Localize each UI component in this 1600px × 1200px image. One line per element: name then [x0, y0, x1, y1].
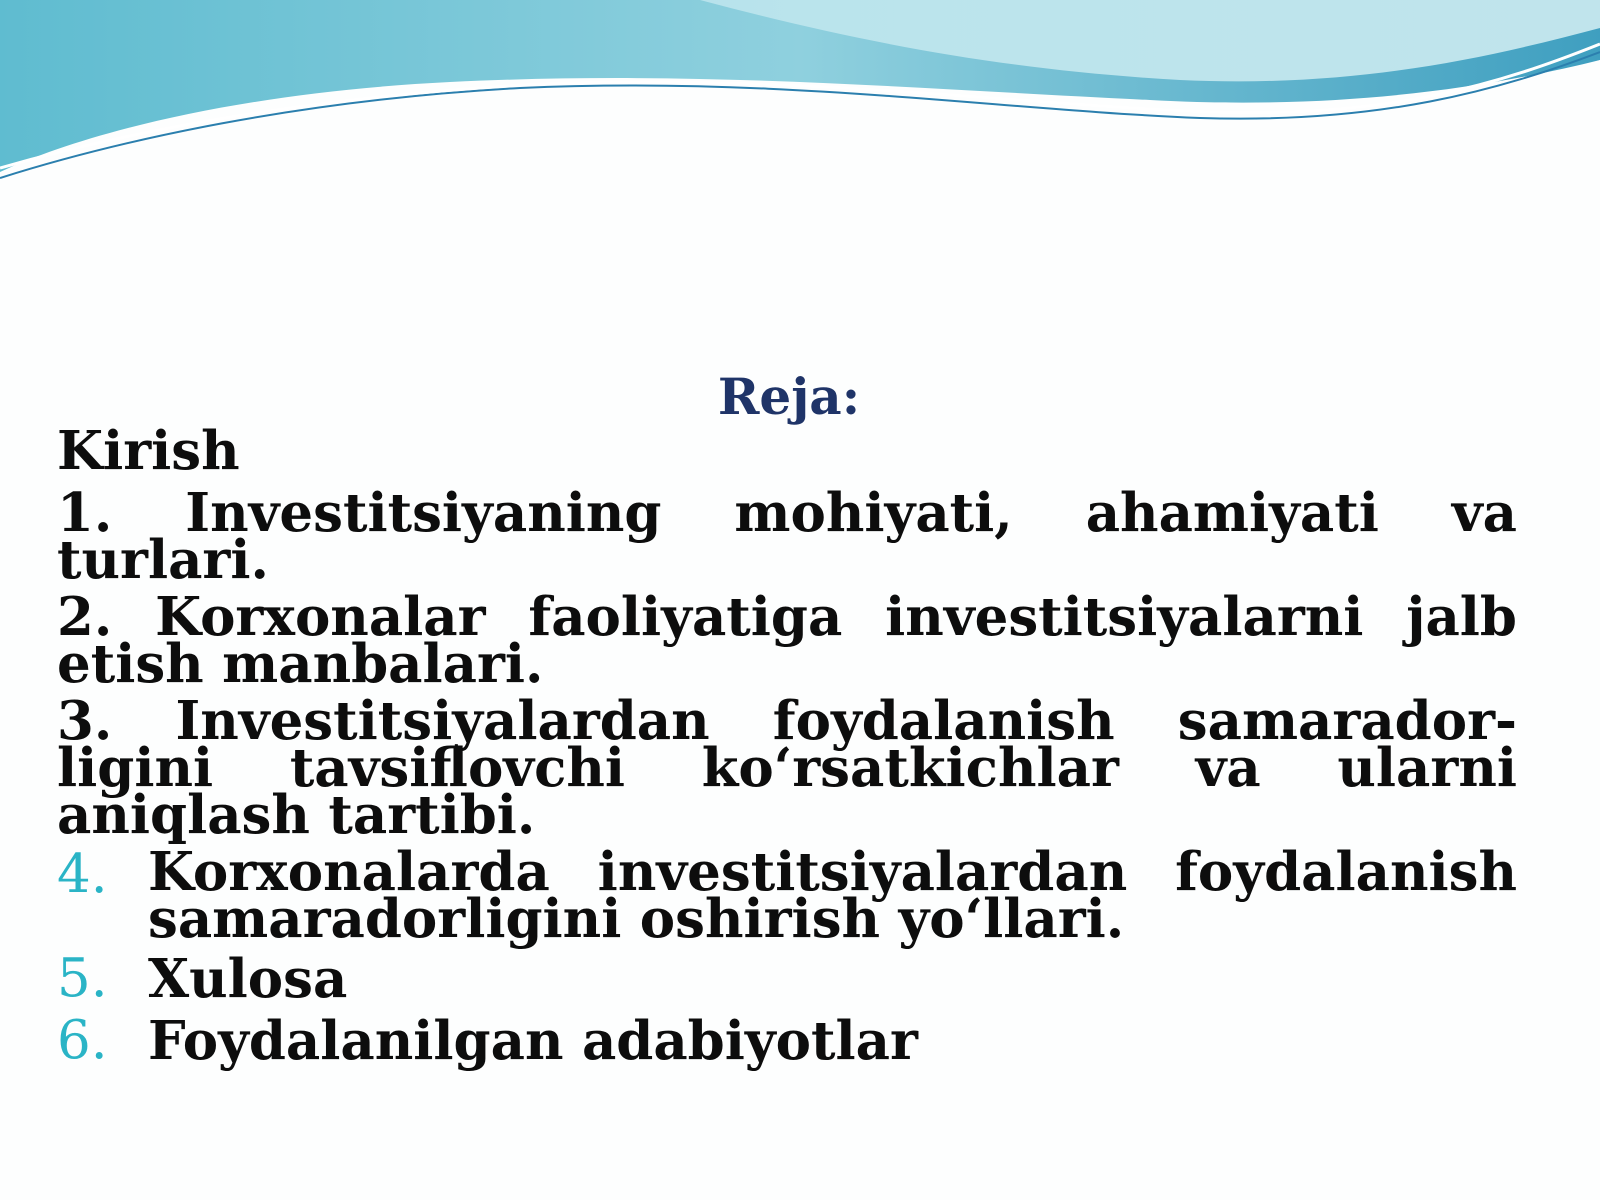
plan-content — [57, 420, 1517, 1072]
plan-intro: Kirish — [57, 420, 240, 482]
list-item-text: Foydalanilgan adabiyotlar — [148, 1010, 918, 1072]
header-wave-decoration — [0, 0, 1600, 200]
numbered-item — [57, 948, 1517, 1010]
numbered-item — [57, 841, 1517, 950]
list-number: 5. — [57, 948, 108, 1009]
list-number: 6. — [57, 1010, 108, 1071]
numbered-item — [57, 1010, 1517, 1072]
list-item-text: Korxonalarda investitsiyalardan foydalanish samaradorligini oshirish yo‘llari. — [148, 841, 1517, 950]
list-number: 4. — [57, 844, 108, 905]
plan-item-1: 1. Investitsiyaning mohiyati, ahamiyati va turlari. — [57, 482, 1517, 591]
plan-item-3: 3. Investitsiyalardan foydalanish samarador-ligini tavsiflovchi ko‘rsatkichlar va ularni aniqlash tartibi. — [57, 690, 1517, 846]
plan-item-2: 2. Korxonalar faoliyatiga investitsiyalarni jalb etish manbalari. — [57, 586, 1517, 695]
list-item-text: Xulosa — [148, 948, 348, 1010]
slide-title: Reja: — [717, 367, 861, 426]
